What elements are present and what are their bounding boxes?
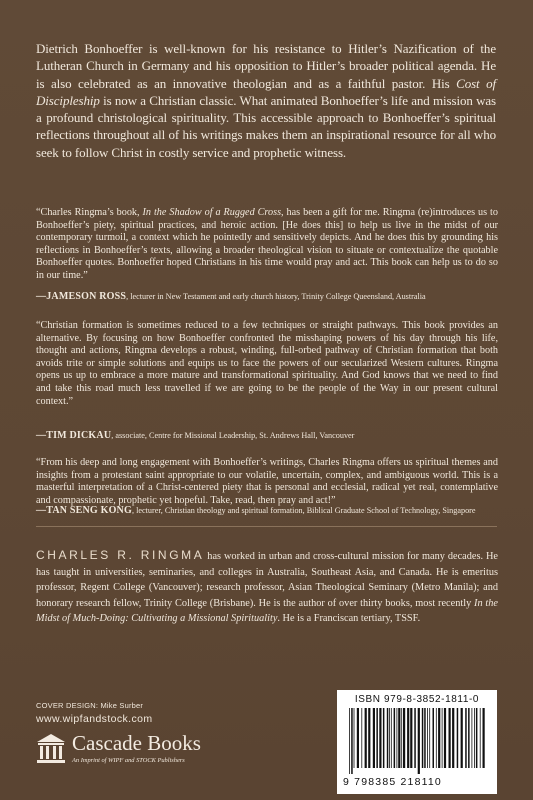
description-text-1: Dietrich Bonhoeffer is well-known for his resistance to Hitler’s Nazification of the Lutheran Church in Germany and his opposition to Hitler’s broader political agenda. He is also celebrated as an innovative theologian and as a faithful pastor. His <box>36 41 496 91</box>
barcode-bar <box>480 708 481 768</box>
barcode-bar <box>407 708 409 768</box>
barcode-bar <box>429 708 430 768</box>
barcode-bar <box>365 708 367 768</box>
barcode-bar <box>472 708 473 768</box>
quote-book-title: In the Shadow of a Rugged Cross <box>142 207 282 218</box>
endorser-name: —TAN SENG KONG <box>36 505 132 516</box>
barcode-bar <box>442 708 443 768</box>
bio-text-end: . He is a Franciscan tertiary, TSSF. <box>277 613 421 625</box>
barcode-bar <box>351 708 353 774</box>
publisher-subtitle: An Imprint of WIPF and STOCK Publishers <box>72 757 185 764</box>
endorser-role: , associate, Centre for Missional Leadership, St. Andrews Hall, Vancouver <box>111 431 355 440</box>
author-bio <box>36 548 498 627</box>
quote-text: “From his deep and long engagement with Bonhoeffer’s writings, Charles Ringma offers us spiritual themes and insights from a protestant saint appropriate to our volatile, uncertain, complex, and ambiguous world. This is a masterful interpretation of a Christ-centered piety that is personal and ecclesial, radical yet real, contemplative and compassionate, prophetic yet hopeful. Take, read, then pray and act!” <box>36 457 498 506</box>
endorsement-quote-1 <box>36 207 498 283</box>
barcode-bar <box>452 708 454 768</box>
endorser-role: , lecturer, Christian theology and spiritual formation, Biblical Graduate School of Technology, Singapore <box>131 506 476 515</box>
barcode-bar <box>433 708 435 768</box>
barcode-bar <box>422 708 424 768</box>
barcode-bar <box>401 708 402 768</box>
publisher-name: Cascade Books <box>72 731 201 755</box>
publisher-website: www.wipfandstock.com <box>36 713 153 725</box>
barcode-bar <box>354 708 355 768</box>
endorsement-attribution-1 <box>36 291 498 302</box>
author-name: CHARLES R. RINGMA <box>36 548 205 562</box>
barcode-bar <box>357 708 359 768</box>
building-columns-icon <box>36 732 66 764</box>
barcode-bar <box>476 708 478 768</box>
barcode-bar <box>468 708 470 768</box>
barcode-bar <box>436 708 437 768</box>
barcode-bar <box>398 708 400 768</box>
isbn-barcode <box>337 690 497 794</box>
barcode-bar <box>427 708 428 768</box>
description-text-2: is now a Christian classic. What animated Bonhoeffer’s life and mission was a profound christological spirituality. This accessible approach to Bonhoeffer’s spiritual reflections throughout all of his writings makes them an inspirational resource for all who seek to follow Christ in costly service and prophetic witness. <box>36 92 496 160</box>
endorsement-attribution-3 <box>36 505 498 516</box>
barcode-bar <box>438 708 440 768</box>
endorser-name: —TIM DICKAU <box>36 430 112 441</box>
barcode-bar <box>474 708 475 768</box>
barcode-bar <box>461 708 463 768</box>
barcode-bar <box>465 708 467 768</box>
barcode-bar <box>389 708 390 768</box>
barcode-bar <box>376 708 378 768</box>
barcode-bar <box>414 708 416 768</box>
barcode-bar <box>410 708 412 768</box>
barcode-bar <box>397 708 398 768</box>
barcode-bar <box>391 708 392 768</box>
barcode-bar <box>361 708 362 768</box>
endorsement-attribution-2 <box>36 430 498 441</box>
barcode-bar <box>394 708 396 768</box>
barcode-bar <box>373 708 375 768</box>
bio-text: has worked in urban and cross-cultural mission for many decades. He has taught in universities, seminaries, and colleges in Australia, Southeast Asia, and Canada. He is emeritus professor, Regent College (Vancouver); research professor, Asian Theological Seminary (Metro Manila); and honorary research fellow, Trinity College (Brisbane). He is the author of over thirty books, most recently <box>36 551 499 609</box>
endorser-name: —JAMESON ROSS <box>36 291 127 302</box>
barcode-bar <box>449 708 451 768</box>
barcode-bar <box>349 708 350 774</box>
barcode-bar <box>383 708 385 768</box>
barcode-bars <box>347 708 487 774</box>
barcode-bar <box>379 708 381 768</box>
barcode-bar <box>403 708 405 768</box>
description-book-title: Cost of Discipleship <box>36 75 496 108</box>
quote-text: , has been a gift for me. Ringma (re)introduces us to Bonhoeffer’s piety, spiritual practices, and heroic action. [He does this] to help us live in the midst of our contemporary turmoil, a context which he pointedly and sensitively depicts. And he does this by grounding his reflections in Bonhoeffer’s texts, allowing a broader theological vision to situate or contextualize the quotable Bonhoeffer quotes. Bonhoeffer hoped Christians in his time would pray and act. This book can help us to do so in our time.” <box>36 207 498 281</box>
isbn-number: ISBN 979-8-3852-1811-0 <box>354 694 480 705</box>
endorser-role: , lecturer in New Testament and early church history, Trinity College Queensland, Australia <box>126 292 426 301</box>
barcode-bar <box>418 708 420 774</box>
barcode-bar <box>368 708 370 768</box>
barcode-bar <box>444 708 446 768</box>
book-description <box>36 40 496 161</box>
quote-text: “Charles Ringma’s book, <box>36 207 143 218</box>
barcode-bar <box>483 708 485 768</box>
cover-design-credit: COVER DESIGN: Mike Surber <box>36 701 144 710</box>
barcode-bar <box>424 708 426 768</box>
endorsement-quote-2 <box>36 320 498 408</box>
publisher-logo <box>36 730 266 770</box>
barcode-bar <box>387 708 389 768</box>
endorsement-quote-3 <box>36 457 498 507</box>
quote-text: “Christian formation is sometimes reduced to a few techniques or straight pathways. This book provides an alternative. By focusing on how Bonhoeffer confronted the misshaping powers of his day through his life, thought and actions, Ringma develops a robust, winding, full-orbed pathway of Christian formation that both avoids trite or simple solutions and equips us to face the powers of our secularized Western cultures. Ringma opens us up to embrace a more mature and transformational spirituality. And God knows that we need to find and take this road much less travelled if we are going to be the people of the Way in our present cultural context.” <box>36 320 498 407</box>
barcode-bar <box>457 708 459 768</box>
section-divider <box>36 526 497 527</box>
barcode-digits: 9 798385 218110 <box>343 776 442 788</box>
recent-book-title: In the Midst of Much-Doing: Cultivating a Missional Spirituality <box>36 597 498 625</box>
